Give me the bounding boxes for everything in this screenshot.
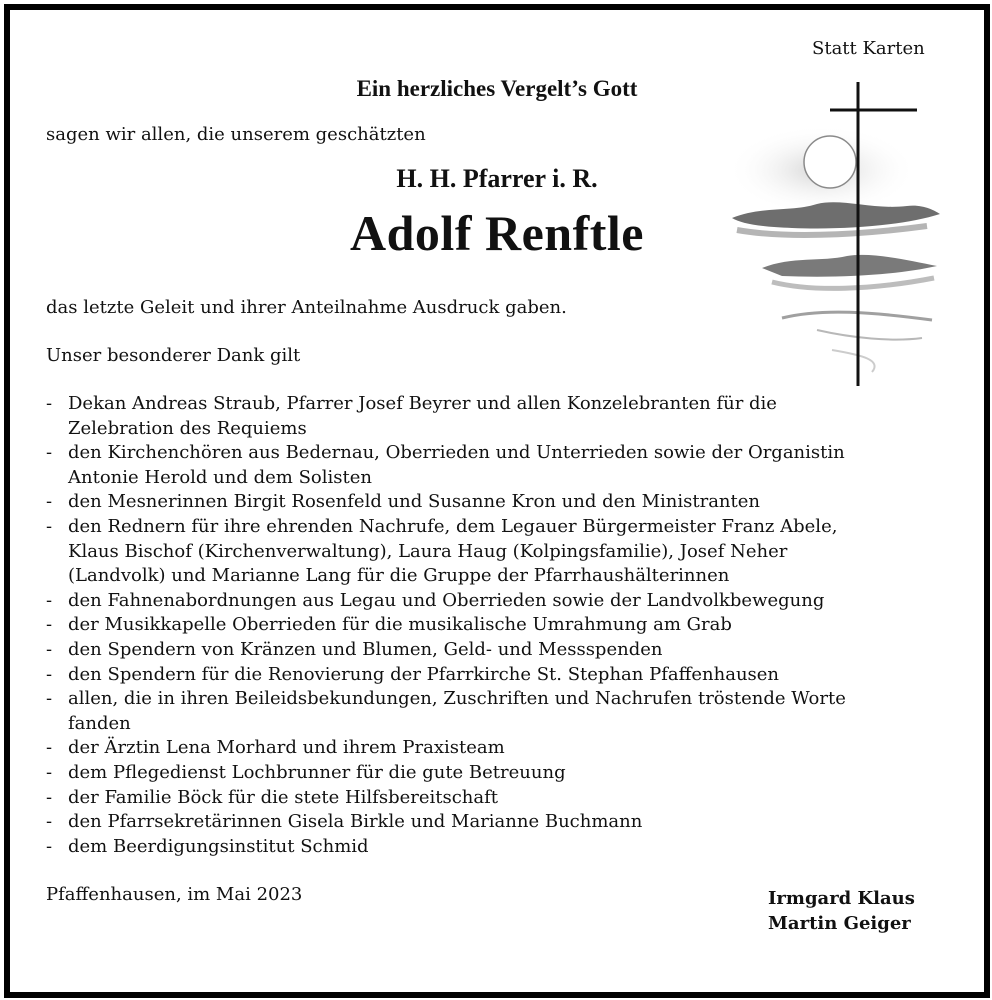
deceased-name: Adolf Renftle: [350, 205, 644, 261]
thanks-list: [46, 392, 946, 859]
thanks-item-line: den Kirchenchören aus Bedernau, Oberrieden und Unterrieden sowie der Organistin: [68, 442, 845, 464]
list-dash: -: [46, 688, 53, 710]
list-dash: -: [46, 393, 53, 414]
thanks-item-line: dem Pflegedienst Lochbrunner für die gute Betreuung: [68, 761, 566, 783]
thanks-item: [46, 392, 946, 441]
deceased-title: H. H. Pfarrer i. R.: [396, 164, 598, 193]
thanks-item-line: Antonie Herold und dem Solisten: [68, 466, 372, 488]
thanks-item-line: Zelebration des Requiems: [68, 417, 307, 439]
cross-landscape-icon: [722, 80, 942, 388]
thanks-item-line: der Ärztin Lena Morhard und ihrem Praxisteam: [68, 737, 505, 759]
thanks-item: [46, 736, 946, 761]
thanks-item: [46, 638, 946, 663]
thanks-item: [46, 589, 946, 614]
thanks-item-line: dem Beerdigungsinstitut Schmid: [68, 835, 369, 857]
list-dash: -: [46, 515, 53, 537]
list-dash: -: [46, 638, 53, 660]
thanks-item-line: (Landvolk) und Marianne Lang für die Gruppe der Pfarrhaushälterinnen: [68, 565, 730, 587]
thanks-intro: Unser besonderer Dank gilt: [46, 345, 301, 366]
intro-text: sagen wir allen, die unserem geschätzten: [46, 124, 426, 145]
list-dash: -: [46, 442, 53, 464]
thanks-item-line: den Fahnenabordnungen aus Legau und Oberrieden sowie der Landvolkbewegung: [68, 589, 825, 611]
thanks-item: [46, 687, 946, 736]
thanks-item-line: den Pfarrsekretärinnen Gisela Birkle und Marianne Buchmann: [68, 811, 643, 833]
signatory-name: Irmgard Klaus: [768, 888, 915, 909]
list-dash: -: [46, 491, 53, 513]
thanks-item: [46, 663, 946, 688]
thanks-item: [46, 490, 946, 515]
thanks-item: [46, 613, 946, 638]
thanks-item-line: allen, die in ihren Beileidsbekundungen, Zuschriften und Nachrufen tröstende Worte: [68, 688, 846, 710]
thanks-item-line: den Mesnerinnen Birgit Rosenfeld und Susanne Kron und den Ministranten: [68, 491, 760, 513]
thanks-item-line: den Spendern für die Renovierung der Pfarrkirche St. Stephan Pfaffenhausen: [68, 663, 780, 685]
thanks-item: [46, 515, 946, 589]
thanks-item-line: Dekan Andreas Straub, Pfarrer Josef Beyrer und allen Konzelebranten für die: [68, 393, 777, 414]
thanks-item-line: den Rednern für ihre ehrenden Nachrufe, dem Legauer Bürgermeister Franz Abele,: [68, 515, 838, 537]
thanks-item: [46, 810, 946, 835]
list-dash: -: [46, 835, 53, 857]
thanks-item: [46, 441, 946, 490]
place-date: Pfaffenhausen, im Mai 2023: [46, 884, 303, 905]
signatory-name: Martin Geiger: [768, 913, 911, 934]
thanks-item: [46, 786, 946, 811]
list-dash: -: [46, 663, 53, 685]
thanks-item-line: Klaus Bischof (Kirchenverwaltung), Laura Haug (Kolpingsfamilie), Josef Neher: [68, 540, 788, 562]
thanks-item-line: den Spendern von Kränzen und Blumen, Geld- und Messspenden: [68, 638, 663, 660]
thanks-item: [46, 761, 946, 786]
list-dash: -: [46, 761, 53, 783]
outro-text: das letzte Geleit und ihrer Anteilnahme Ausdruck gaben.: [46, 297, 567, 318]
notice-heading: Ein herzliches Vergelt’s Gott: [356, 76, 638, 101]
thanks-item-line: der Familie Böck für die stete Hilfsbereitschaft: [68, 786, 499, 808]
list-dash: -: [46, 737, 53, 759]
statt-karten-label: Statt Karten: [812, 38, 925, 59]
thanks-item-line: der Musikkapelle Oberrieden für die musikalische Umrahmung am Grab: [68, 614, 732, 636]
list-dash: -: [46, 786, 53, 808]
thanks-item-line: fanden: [68, 712, 131, 734]
list-dash: -: [46, 589, 53, 611]
thanks-item: [46, 835, 946, 860]
list-dash: -: [46, 614, 53, 636]
list-dash: -: [46, 811, 53, 833]
